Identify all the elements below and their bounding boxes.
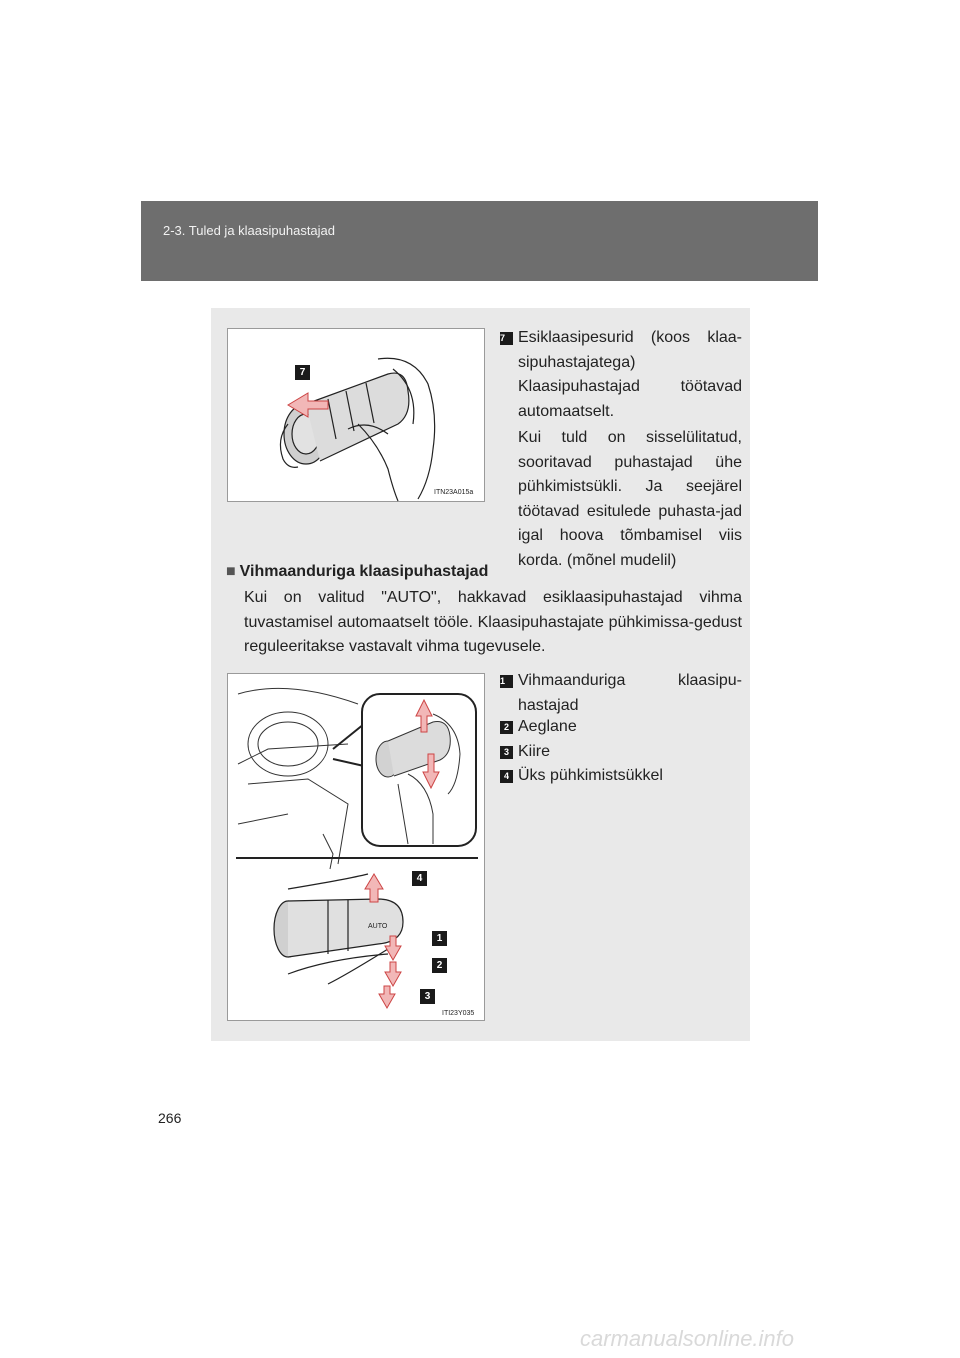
legend-item-2 bbox=[503, 715, 742, 740]
item-badge-7: 7 bbox=[500, 332, 513, 345]
lever-pull-illustration bbox=[228, 329, 486, 503]
figure-code: ITN23A015a bbox=[434, 489, 474, 496]
watermark: carmanualsonline.info bbox=[580, 1326, 795, 1351]
legend-badge-1: 1 bbox=[500, 675, 513, 688]
figure-badge-1: 1 bbox=[432, 931, 447, 946]
item-7-title: Esiklaasipesurid (koos klaa-sipuhastajatega) bbox=[518, 329, 742, 371]
item-7 bbox=[500, 326, 742, 573]
section-heading-text: Vihmaanduriga klaasipuhastajad bbox=[239, 563, 489, 580]
section-bullet: ■ bbox=[226, 563, 236, 580]
legend-badge-3: 3 bbox=[500, 746, 513, 759]
figure-code-2: ITI23Y035 bbox=[442, 1010, 475, 1017]
legend-label-4: Üks pühkimistsükkel bbox=[518, 767, 663, 784]
section-body: Kui on valitud "AUTO", hakkavad esiklaasipuhastajad vihma tuvastamisel automaatselt tööle. Klaasipuhastajate pühkimissa-gedust reguleeritakse vastavalt vihma tugevusele. bbox=[244, 589, 742, 655]
item-7-text-2: Kui tuld on sisselülitatud, sooritavad puhastajad ühe pühkimistsükli. Ja seejärel töötavad esitulede puhasta-jad igal hoova tõmbamisel viis korda. (mõnel mudelil) bbox=[518, 429, 742, 569]
figure-badge-4: 4 bbox=[412, 871, 427, 886]
legend-badge-4: 4 bbox=[500, 770, 513, 783]
legend-label-2: Aeglane bbox=[518, 718, 577, 735]
figure-lever-pull bbox=[227, 328, 485, 502]
auto-label: AUTO bbox=[368, 923, 388, 930]
figure-badge-2: 2 bbox=[432, 958, 447, 973]
legend-item-3 bbox=[503, 740, 742, 765]
rain-sensor-illustration bbox=[228, 674, 486, 1022]
figure-badge-3: 3 bbox=[420, 989, 435, 1004]
page-number: 266 bbox=[158, 1110, 182, 1126]
item-7-text-1: Klaasipuhastajad töötavad automaatselt. bbox=[518, 378, 742, 420]
header-bar bbox=[141, 201, 818, 281]
legend-label-1: Vihmaanduriga klaasipu-hastajad bbox=[518, 672, 742, 714]
legend-item-1 bbox=[500, 669, 742, 718]
figure-badge-7: 7 bbox=[295, 365, 310, 380]
legend-badge-2: 2 bbox=[500, 721, 513, 734]
section-heading bbox=[226, 560, 488, 585]
legend-label-3: Kiire bbox=[518, 743, 551, 760]
section-title: 2-3. Tuled ja klaasipuhastajad bbox=[163, 223, 336, 238]
legend-item-4 bbox=[503, 764, 742, 789]
figure-rain-sensor bbox=[227, 673, 485, 1021]
